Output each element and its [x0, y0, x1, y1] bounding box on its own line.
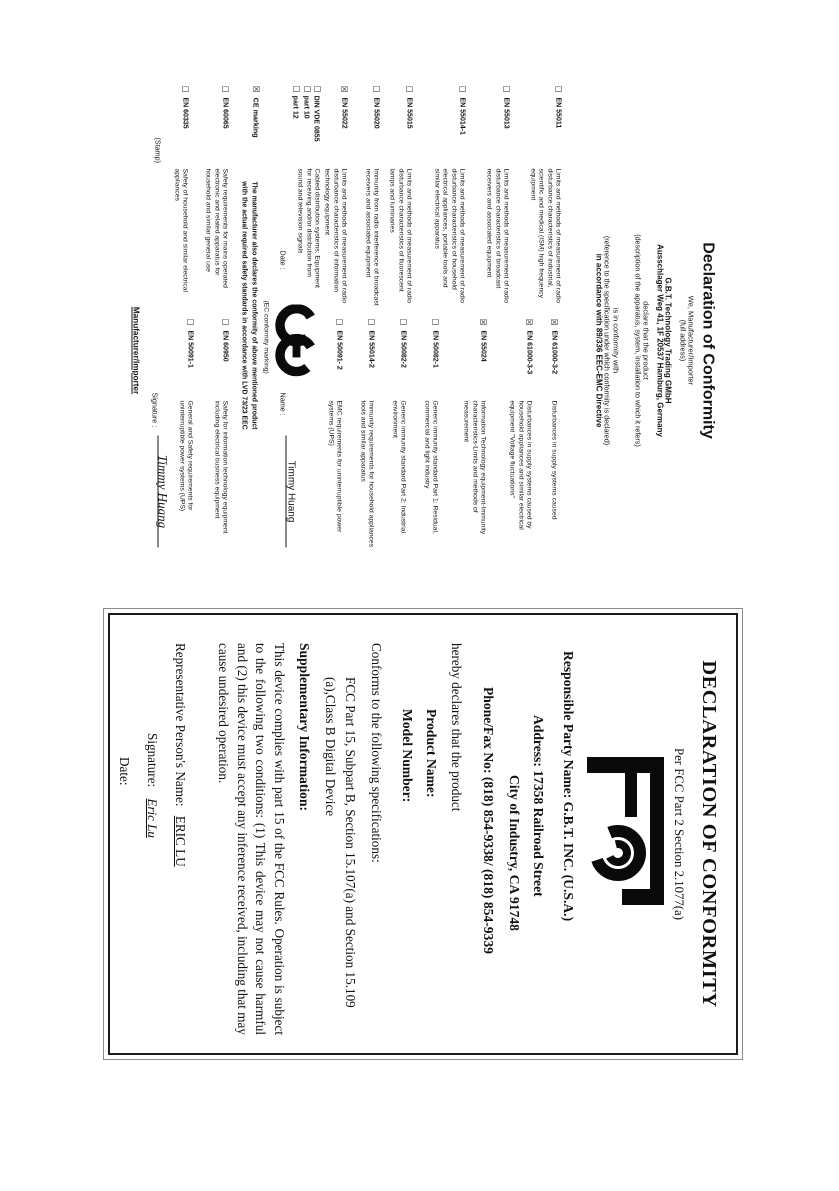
- standard-row-en60065: [204, 85, 230, 341]
- ce-company-address: Ausschlager Weg 41, 1F 20537 Hamburg, Germany: [655, 244, 665, 437]
- standard-row-dinvde0855: [289, 86, 320, 341]
- standard-desc: Safety for information technology equipment including electrical business equipment: [213, 400, 229, 534]
- standard-row-en60335: [173, 85, 190, 341]
- standard-desc: General and Safety requirements for uninterruptible power systems (UPS): [178, 400, 194, 512]
- ce-logo: [275, 305, 319, 381]
- standard-code: EN 55014-2: [367, 330, 375, 368]
- standard-row-en55022: [323, 85, 349, 341]
- standard-code: EN 55014-1: [458, 97, 466, 135]
- checkbox-en50091-1: ☐: [185, 318, 195, 326]
- standard-row-en55015: [388, 85, 414, 341]
- standard-row-en55013: [485, 85, 511, 341]
- checkbox-en50082-2: ☐: [398, 318, 408, 326]
- checkbox-dinvde0855: ☐: [312, 85, 322, 93]
- checkbox-en61000-3-2: ☒: [549, 318, 559, 326]
- fcc-phone: Phone/Fax No: (818) 854-9338/ (818) 854-9339: [481, 687, 496, 954]
- fcc-conforms-line: Conforms to the following specifications:: [369, 643, 384, 863]
- standard-desc: Generic immunity standard Part 2: Industrial environment: [391, 400, 407, 534]
- fcc-subtitle: Per FCC Part 2 Section 2.1077(a): [672, 747, 686, 921]
- ce-declares-line1: The manufacturer also declares the conformity of above mentioned product: [250, 181, 258, 430]
- checkbox-en60065: ☐: [220, 85, 230, 93]
- standard-code: EN 55015: [405, 97, 413, 129]
- ce-name-value: Timmy Huang: [285, 436, 294, 548]
- standard-desc: Safety of household and similar electrical appliances: [173, 168, 189, 293]
- standard-row-en55024: [462, 318, 488, 574]
- standard-row-en50091-1: [178, 318, 195, 574]
- fcc-city: City of Industry, CA 91748: [507, 775, 522, 931]
- ce-marking-label: CE marking: [251, 97, 261, 138]
- standard-code: EN 55024: [479, 330, 487, 362]
- ce-declare-line: declare that the product: [641, 301, 651, 380]
- ec-conformity-note: (EC conformity marking): [262, 300, 270, 374]
- ce-manufacturer-importer-heading: Manufacturer/Importer: [131, 306, 141, 395]
- ce-conformity-line: is in conformity with: [611, 307, 621, 374]
- checkbox-en55020: ☐: [371, 85, 381, 93]
- standard-code: EN 55022: [340, 97, 348, 129]
- fcc-signature-row: [144, 733, 160, 838]
- checkbox-part12: ☐: [291, 85, 301, 93]
- standard-row-en55011: [529, 85, 563, 341]
- fcc-model-number-label: Model Number:: [400, 709, 415, 803]
- standard-desc: Information Technology equipment-Immunity characteristics-Limits and methods of measurement: [462, 400, 487, 535]
- fcc-address: Address: 17358 Railroad Street: [531, 715, 546, 897]
- standard-desc: Limits and methods of measurement of radio disturbance characteristics of broadcast receivers and associated equipment: [485, 168, 510, 303]
- fcc-hereby-line: hereby declares that the product: [449, 643, 464, 812]
- standard-code: EN 60065: [221, 97, 229, 129]
- fcc-declaration-document: [103, 608, 743, 1060]
- fcc-spec-line2: (a),Class B Digital Device: [323, 677, 338, 817]
- standard-row-en61000-3-3: [508, 318, 534, 574]
- standard-code: EN 60950: [221, 330, 229, 362]
- ce-header: [594, 126, 717, 556]
- fcc-date-label: Date:: [117, 757, 132, 786]
- fcc-representative-value: ERIC LU: [173, 815, 188, 867]
- standard-code: EN 61000-3-3: [525, 330, 533, 375]
- standard-row-en55014-2: [359, 318, 376, 574]
- ce-date-label: Date :: [278, 250, 288, 270]
- standard-code: EN 55011: [554, 97, 562, 129]
- standard-desc: Immunity requirements for household appliances tools and similar apparatus: [359, 400, 375, 548]
- checkbox-part10: ☐: [302, 85, 312, 93]
- checkbox-ce-marking: ☒: [251, 85, 261, 93]
- standard-code: EN 50082-1: [431, 330, 439, 368]
- standard-row-en55020: [364, 85, 381, 341]
- ce-company: G.B.T. Technology Trading GMbH: [663, 277, 673, 404]
- standard-desc: Limits and methods of measurement of radio disturbance characteristics of fluorescent lamps and luminaries: [388, 168, 413, 303]
- standard-code: DIN VDE 0855: [312, 95, 320, 142]
- standard-desc: Limits and methods of measurement of radio disturbance characteristics of industrial, scientific and medical (ISM) high frequency equipment: [529, 168, 562, 303]
- standard-desc: Safety requirements for mains operated electronic and related apparatus for household and similar general use: [204, 168, 229, 288]
- fcc-product-name-label: Product Name:: [424, 709, 439, 798]
- standard-row-en60950: [213, 318, 230, 574]
- fcc-inner-border: [108, 613, 738, 1055]
- checkbox-en55014-1: ☐: [457, 85, 467, 93]
- standard-desc: Limits and methods of measurement of radio disturbance characteristics of information technology equipment: [323, 168, 348, 303]
- fcc-responsible-party: Responsible Party Name: G.B.T. INC. (U.S.A.): [561, 651, 576, 922]
- standard-code: EN 50091-1: [186, 330, 194, 368]
- fcc-signature-value: Eric Lu: [145, 798, 160, 838]
- ce-marking-row: [251, 86, 259, 138]
- ce-description-note: (description of the apparatus, system, installation to which it refers): [633, 234, 643, 447]
- standard-desc: Disturbances in supply systems caused by household appliances and similar electrical equipment "Voltage fluctuations": [508, 400, 533, 530]
- standard-code: part 10: [302, 95, 310, 119]
- standard-code: EN 50091- 2: [335, 330, 343, 370]
- checkbox-en55013: ☐: [501, 85, 511, 93]
- ce-directive-line: in accordance with 89/336 EEC-EMC Directive: [594, 253, 604, 428]
- checkbox-en55015: ☐: [404, 85, 414, 93]
- ce-reference-note: (reference to the specification under which conformity is declared): [602, 235, 612, 446]
- standard-code: part 12: [291, 95, 299, 119]
- standard-row-en61000-3-2: [548, 319, 557, 574]
- checkbox-en55024: ☒: [478, 318, 488, 326]
- ce-declares-line2: with the actual required safety standards in accordance with LVD 73/23 EEC: [240, 181, 248, 430]
- checkbox-en50082-1: ☐: [430, 318, 440, 326]
- checkbox-en55022: ☒: [339, 85, 349, 93]
- standard-code: EN 50082-2: [399, 330, 407, 368]
- fcc-representative-label: Representative Person's Name:: [173, 643, 188, 807]
- checkbox-en60335: ☐: [180, 85, 190, 93]
- checkbox-en50091-2: ☐: [334, 318, 344, 326]
- ce-signature-value: Timmy Huang: [157, 436, 166, 548]
- ce-name-label: Name :: [278, 392, 288, 416]
- standard-code: EN 55013: [502, 97, 510, 129]
- ce-declaration-document: [95, 1, 725, 556]
- standard-row-en50082-2: [391, 318, 408, 574]
- fcc-spec-line1: FCC Part 15, Subpart B, Section 15.107(a) and Section 15.109: [343, 677, 358, 1008]
- standard-code: EN 60335: [181, 97, 189, 129]
- standard-row-en50082-1: [423, 318, 440, 574]
- ce-full-address-note: (full address): [678, 319, 688, 362]
- fcc-supplementary-heading: Supplementary Information:: [297, 643, 312, 812]
- checkbox-en55014-2: ☐: [366, 318, 376, 326]
- standard-desc: Cabled distribution systems; Equipment for receiving and/or distribution from sound and television signals: [296, 168, 321, 288]
- standard-desc: Limits and methods of measurement of radio disturbance characteristics of household electrical appliances, portable tools and similar electrical apparatus: [433, 168, 466, 303]
- standard-desc: EMC requirements for uninterruptible power systems (UPS): [327, 400, 343, 533]
- standard-desc: Generic immunity standard Part 1: Residual, commercial and light industry: [423, 400, 439, 534]
- standard-desc: Immunity from radio interference of broadcast receivers and associated equipment: [364, 168, 380, 306]
- ce-signature-label: Signature :: [150, 392, 160, 428]
- standard-row-en50091-2: [327, 318, 344, 574]
- ce-we-line: We, Manufacturer/Importer: [686, 295, 696, 386]
- standard-desc: Disturbances in supply systems caused: [550, 400, 558, 520]
- ce-title: Declaration of Conformity: [699, 242, 717, 439]
- checkbox-en55011: ☐: [553, 85, 563, 93]
- fcc-supplementary-paragraph: This device complies with part 15 of the FCC Rules. Operation is subject to the following two conditions: (1) This device may not cause harmful and (2) this device must accept any inference received, including that may cause undesired operation.: [216, 643, 287, 1035]
- ce-stamp-note: (Stamp): [153, 137, 163, 164]
- fcc-representative-row: [172, 643, 188, 867]
- standard-code: EN 55020: [372, 97, 380, 129]
- checkbox-en61000-3-3: ☒: [524, 318, 534, 326]
- standard-row-en55014-1: [433, 85, 467, 341]
- fcc-signature-label: Signature:: [145, 733, 160, 788]
- standard-code: EN 61000-3-2: [550, 330, 558, 375]
- checkbox-en60950: ☐: [220, 318, 230, 326]
- fcc-logo: [587, 757, 664, 913]
- fcc-title: DECLARATION OF CONFORMITY: [698, 660, 720, 1008]
